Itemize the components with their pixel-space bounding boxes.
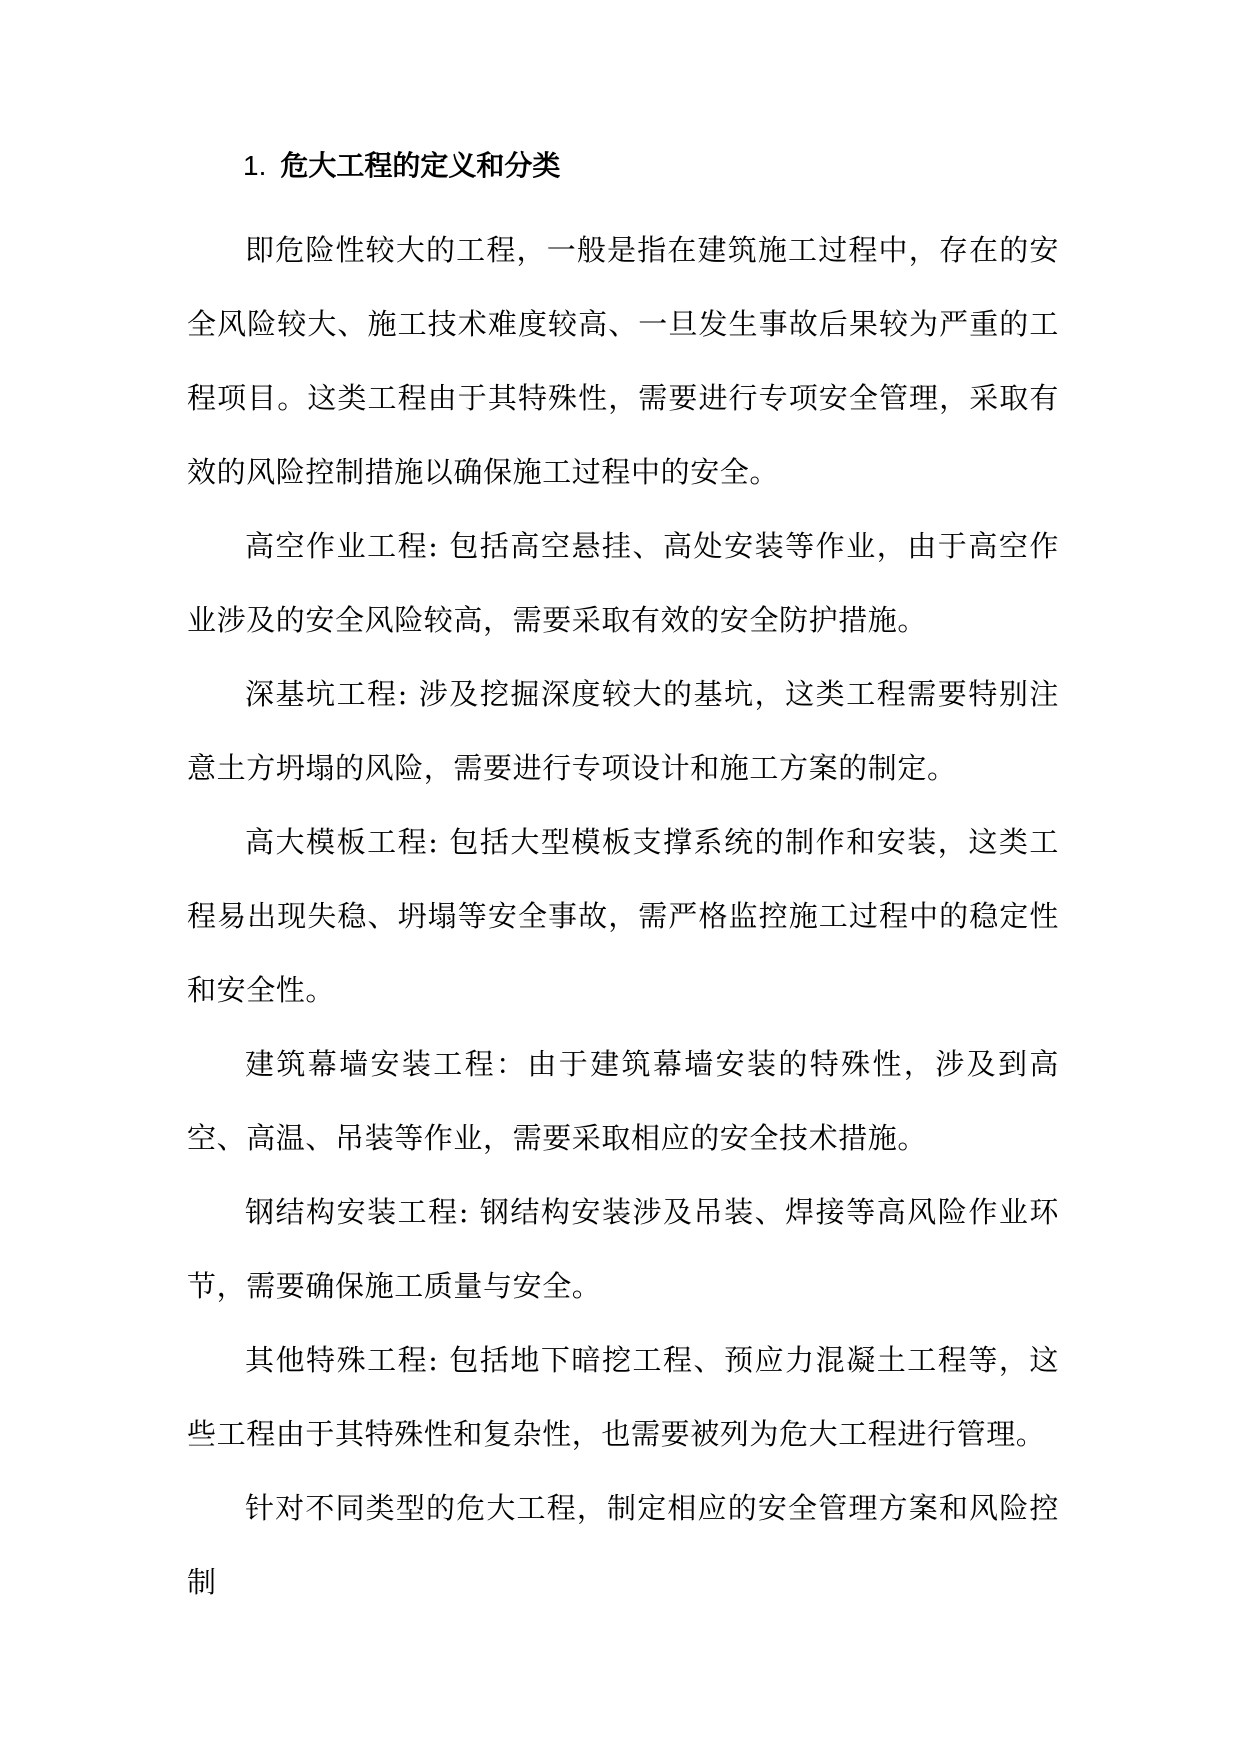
paragraph-definition: 即危险性较大的工程，一般是指在建筑施工过程中，存在的安全风险较大、施工技术难度较高、一旦发生事故后果较为严重的工程项目。这类工程由于其特殊性，需要进行专项安全管理，采取有效的风险控制措施以确保施工过程中的安全。	[187, 233, 1059, 489]
section-number: 1.	[243, 150, 267, 181]
paragraph-high-formwork: 高大模板工程: 包括大型模板支撑系统的制作和安装，这类工程易出现失稳、坍塌等安全事故，需严格监控施工过程中的稳定性和安全性。	[187, 825, 1059, 1007]
paragraph-management: 针对不同类型的危大工程，制定相应的安全管理方案和风险控制	[187, 1491, 1059, 1599]
document-body	[187, 140, 1059, 1619]
paragraph-other-special: 其他特殊工程: 包括地下暗挖工程、预应力混凝土工程等，这些工程由于其特殊性和复杂性，也需要被列为危大工程进行管理。	[187, 1343, 1059, 1451]
paragraph-deep-foundation-pit: 深基坑工程: 涉及挖掘深度较大的基坑，这类工程需要特别注意土方坍塌的风险，需要进行专项设计和施工方案的制定。	[187, 677, 1059, 785]
paragraph-high-altitude: 高空作业工程: 包括高空悬挂、高处安装等作业，由于高空作业涉及的安全风险较高，需要采取有效的安全防护措施。	[187, 529, 1059, 637]
section-heading	[187, 140, 1059, 192]
paragraph-steel-structure: 钢结构安装工程: 钢结构安装涉及吊装、焊接等高风险作业环节，需要确保施工质量与安全。	[187, 1195, 1059, 1303]
paragraph-curtain-wall: 建筑幕墙安装工程：由于建筑幕墙安装的特殊性，涉及到高空、高温、吊装等作业，需要采取相应的安全技术措施。	[187, 1047, 1059, 1155]
section-title: 危大工程的定义和分类	[280, 149, 561, 182]
